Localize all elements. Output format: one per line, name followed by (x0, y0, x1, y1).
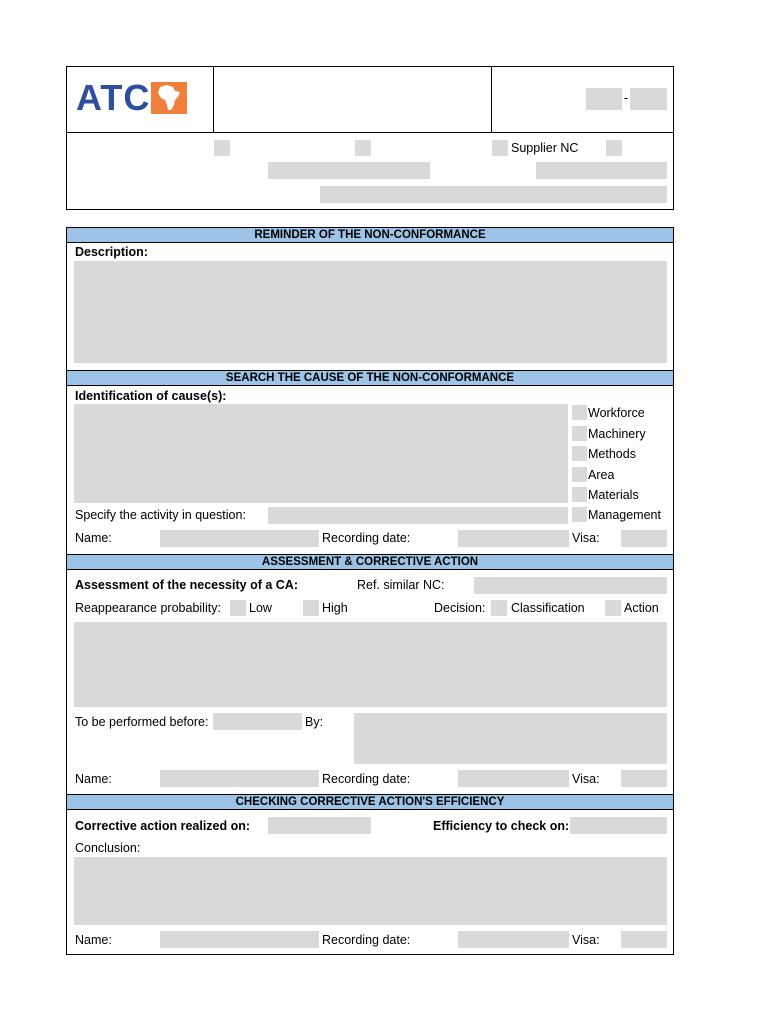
checking-visa-label: Visa: (572, 933, 600, 947)
cause-option-management: Management (588, 508, 661, 522)
ref-similar-label: Ref. similar NC: (357, 578, 445, 592)
realized-on-label: Corrective action realized on: (75, 819, 251, 833)
section-checking-header: CHECKING CORRECTIVE ACTION'S EFFICIENCY (67, 794, 673, 810)
cause-recording-date-label: Recording date: (322, 531, 411, 545)
cause-option-methods: Methods (588, 447, 636, 461)
cause-visa-label: Visa: (572, 531, 600, 545)
cause-name-label: Name: (75, 531, 112, 545)
checking-recording-date-field[interactable] (458, 931, 569, 948)
cause-option-area: Area (588, 468, 615, 482)
action-checkbox[interactable] (605, 600, 621, 616)
realized-on-field[interactable] (268, 817, 371, 834)
activity-label: Specify the activity in question: (75, 508, 246, 522)
perform-before-label: To be performed before: (75, 715, 209, 729)
cause-recording-date-field[interactable] (458, 530, 569, 547)
cause-checkbox-machinery[interactable] (572, 426, 587, 441)
cause-checkbox-workforce[interactable] (572, 405, 587, 420)
description-field[interactable] (74, 261, 667, 363)
header-field-3[interactable] (320, 186, 667, 203)
high-label: High (322, 601, 348, 615)
header-col-divider-1 (213, 66, 214, 132)
ref-similar-field[interactable] (474, 577, 667, 594)
classification-label: Classification (511, 601, 585, 615)
cause-checkbox-area[interactable] (572, 467, 587, 482)
conclusion-label: Conclusion: (75, 841, 141, 855)
supplier-nc-label: Supplier NC (511, 141, 579, 155)
checking-recording-date-label: Recording date: (322, 933, 411, 947)
perform-before-field[interactable] (213, 713, 302, 730)
header-divider (66, 132, 674, 133)
header-checkbox-1[interactable] (214, 140, 230, 156)
classification-checkbox[interactable] (491, 600, 507, 616)
supplier-nc-checkbox[interactable] (606, 140, 622, 156)
assessment-recording-date-label: Recording date: (322, 772, 411, 786)
header-checkbox-3[interactable] (492, 140, 508, 156)
section-cause-header: SEARCH THE CAUSE OF THE NON-CONFORMANCE (67, 370, 673, 386)
low-checkbox[interactable] (230, 600, 246, 616)
africa-map-icon (151, 81, 187, 115)
header-field-2[interactable] (536, 162, 667, 179)
decision-label: Decision: (434, 601, 486, 615)
header-col-divider-2 (491, 66, 492, 132)
necessity-label: Assessment of the necessity of a CA: (75, 578, 298, 592)
cause-option-materials: Materials (588, 488, 639, 502)
corrective-action-field[interactable] (74, 622, 667, 707)
header-field-1[interactable] (268, 162, 430, 179)
assessment-visa-field[interactable] (621, 770, 667, 787)
cause-option-machinery: Machinery (588, 427, 646, 441)
header-checkbox-2[interactable] (355, 140, 371, 156)
cause-identification-field[interactable] (74, 404, 568, 503)
by-label: By: (305, 715, 324, 729)
low-label: Low (249, 601, 272, 615)
efficiency-check-label: Efficiency to check on: (433, 819, 570, 833)
cause-checkbox-materials[interactable] (572, 487, 587, 502)
activity-field[interactable] (268, 507, 568, 524)
ref-separator: - (624, 91, 629, 105)
cause-option-workforce: Workforce (588, 406, 645, 420)
identification-label: Identification of cause(s): (75, 389, 227, 403)
checking-name-label: Name: (75, 933, 112, 947)
by-field[interactable] (354, 713, 667, 764)
atc-logo (76, 77, 187, 118)
description-label: Description: (75, 245, 148, 259)
action-label: Action (624, 601, 659, 615)
cause-checkbox-management[interactable] (572, 507, 587, 522)
reappearance-label: Reappearance probability: (75, 601, 221, 615)
cause-visa-field[interactable] (621, 530, 667, 547)
efficiency-check-field[interactable] (570, 817, 667, 834)
checking-visa-field[interactable] (621, 931, 667, 948)
ref-number-field-2[interactable] (630, 88, 667, 110)
cause-name-field[interactable] (160, 530, 319, 547)
conclusion-field[interactable] (74, 857, 667, 925)
high-checkbox[interactable] (303, 600, 319, 616)
cause-checkbox-methods[interactable] (572, 446, 587, 461)
ref-number-field-1[interactable] (586, 88, 622, 110)
logo-text: ATC (76, 77, 151, 118)
assessment-recording-date-field[interactable] (458, 770, 569, 787)
section-assessment-header: ASSESSMENT & CORRECTIVE ACTION (67, 554, 673, 570)
assessment-name-field[interactable] (160, 770, 319, 787)
section-reminder-header: REMINDER OF THE NON-CONFORMANCE (67, 227, 673, 243)
checking-name-field[interactable] (160, 931, 319, 948)
assessment-name-label: Name: (75, 772, 112, 786)
assessment-visa-label: Visa: (572, 772, 600, 786)
